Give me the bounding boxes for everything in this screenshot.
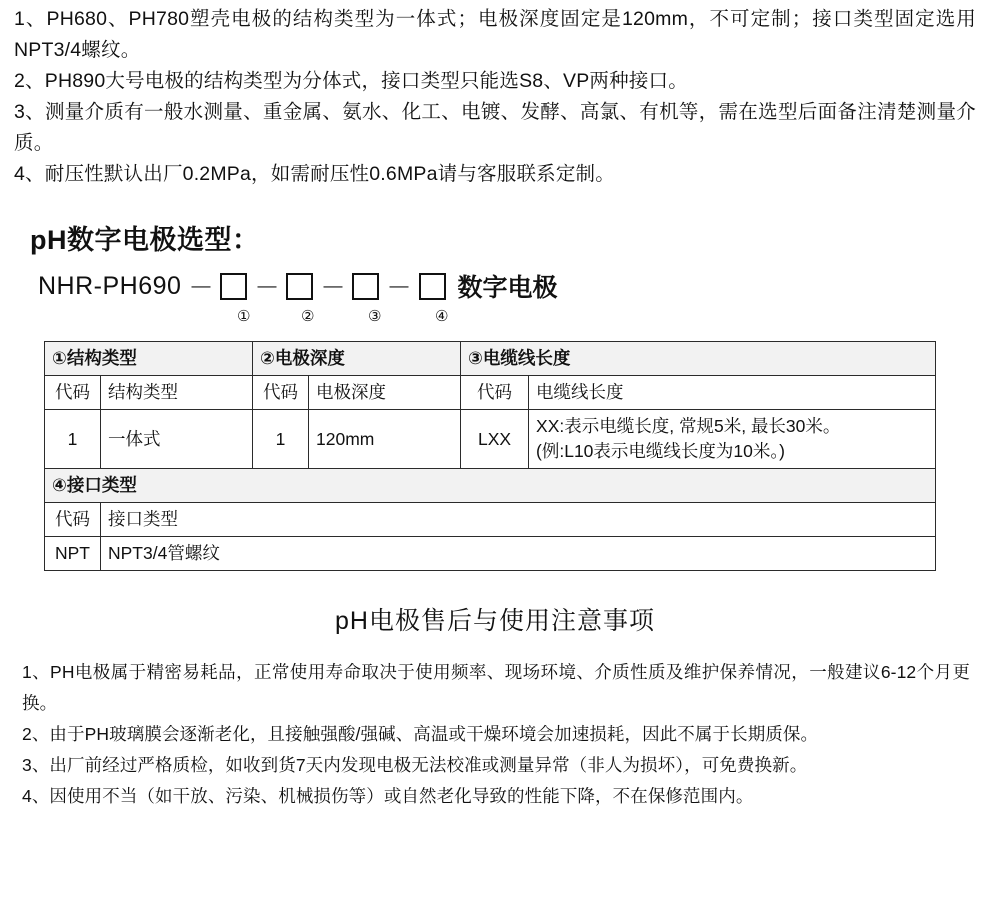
table-row	[45, 342, 936, 376]
top-notes-block	[0, 0, 990, 190]
cell-code-structure: 1	[45, 410, 101, 469]
table-row	[45, 469, 936, 503]
model-marker-row	[38, 309, 990, 329]
model-dash: －	[320, 274, 346, 302]
cell-value-depth: 120mm	[309, 410, 461, 469]
model-code-row	[38, 263, 990, 309]
model-code-box-2[interactable]	[286, 273, 313, 300]
spec-table-wrap	[44, 341, 935, 571]
model-code-box-3[interactable]	[352, 273, 379, 300]
model-marker-4: ④	[435, 308, 449, 325]
top-note: 3、测量介质有一般水测量、重金属、氨水、化工、电镀、发酵、高氯、有机等，需在选型后面备注清楚测量介质。	[14, 101, 976, 154]
cell-code-cable	[461, 410, 529, 469]
after-sales-notes	[22, 657, 970, 812]
cell-value-cable-line1: XX:表示电缆长度, 常规5米, 最长30米。	[536, 416, 841, 436]
table-row	[45, 376, 936, 410]
sub-header-value-2: 电极深度	[309, 376, 461, 410]
sub-header-value-3: 电缆线长度	[529, 376, 936, 410]
model-dash: －	[254, 274, 280, 302]
sub-header-code-3: 代码	[461, 376, 529, 410]
model-marker-1: ①	[237, 308, 251, 325]
group-header-2: ②电极深度	[253, 342, 461, 376]
model-prefix: NHR-PH690	[38, 271, 182, 300]
cell-code-depth: 1	[253, 410, 309, 469]
section-title: pH数字电极选型：	[30, 225, 260, 255]
after-sales-note: 3、出厂前经过严格质检，如收到货7天内发现电极无法校准或测量异常（非人为损坏），可免费换新。	[22, 755, 808, 775]
model-marker-3: ③	[368, 308, 382, 325]
model-marker-2: ②	[301, 308, 315, 325]
group-header-3: ③电缆线长度	[461, 342, 936, 376]
model-code-box-1[interactable]	[220, 273, 247, 300]
table-row	[45, 503, 936, 537]
top-note: 4、耐压性默认出厂0.2MPa，如需耐压性0.6MPa请与客服联系定制。	[14, 163, 615, 185]
model-dash: －	[188, 274, 214, 302]
cell-value-structure: 一体式	[101, 410, 253, 469]
top-note: 1、PH680、PH780塑壳电极的结构类型为一体式；电极深度固定是120mm，不可定制；接口类型固定选用NPT3/4螺纹。	[14, 8, 976, 61]
table-row	[45, 537, 936, 571]
sub-header-code-2: 代码	[253, 376, 309, 410]
top-note: 2、PH890大号电极的结构类型为分体式，接口类型只能选S8、VP两种接口。	[14, 70, 688, 92]
cell-code-cable-text: LXX	[477, 428, 512, 449]
cell-code-connector: NPT	[45, 537, 101, 571]
cell-value-connector: NPT3/4管螺纹	[101, 537, 936, 571]
group-header-4: ④接口类型	[45, 469, 936, 503]
group-header-1: ①结构类型	[45, 342, 253, 376]
model-dash: －	[386, 274, 412, 302]
sub-header-code-4: 代码	[45, 503, 101, 537]
table-row	[45, 410, 936, 469]
after-sales-note: 4、因使用不当（如干放、污染、机械损伤等）或自然老化导致的性能下降，不在保修范围内。	[22, 786, 754, 806]
sub-header-code-1: 代码	[45, 376, 101, 410]
after-sales-note: 1、PH电极属于精密易耗品，正常使用寿命取决于使用频率、现场环境、介质性质及维护保养情况，一般建议6-12个月更换。	[22, 662, 970, 713]
after-sales-note: 2、由于PH玻璃膜会逐渐老化，且接触强酸/强碱、高温或干燥环境会加速损耗，因此不属于长期质保。	[22, 724, 819, 744]
cell-value-cable	[529, 410, 936, 469]
model-suffix: 数字电极	[457, 274, 558, 302]
model-code-box-4[interactable]	[419, 273, 446, 300]
sub-header-value-4: 接口类型	[101, 503, 936, 537]
cell-value-cable-line2: (例:L10表示电缆线长度为10米。)	[536, 441, 785, 461]
sub-header-value-1: 结构类型	[101, 376, 253, 410]
spec-table	[44, 341, 936, 571]
after-sales-title: pH电极售后与使用注意事项	[335, 607, 655, 635]
